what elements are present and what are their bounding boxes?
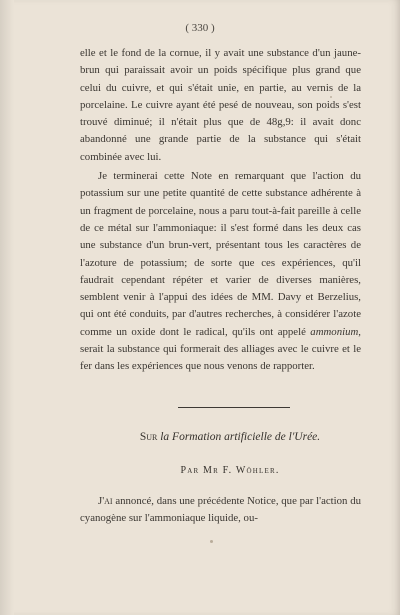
- paragraph-text-before-italic: Je terminerai cette Note en remarquant que l'action du potassium sur une petite quantité de cette substance adhérente à un fragment de porcelaine, nous a paru tout-à-fait pareille à celle de ce métal sur l'ammoniaque: il s'est formé dans les deux cas une substance d'un brun-vert, présentant tous les caractères de l'azoture de potassium; de sorte que ces expériences, qu'il faudrait cependant répéter et varier de diverses manières, semblent venir à l'appui des idées de MM. Davy et Berzelius, qui ont été conduits, par d'autres recherches, à considérer l'azote comme un oxide dont le radical, qu'ils ont appelé: [80, 170, 361, 338]
- article-byline: Par Mr F. Wöhler.: [180, 465, 280, 476]
- paragraph-opening-text: annoncé, dans une précédente Notice, que par l'action du cyanogène sur l'ammoniaque liquide, ou-: [80, 495, 361, 525]
- section-divider-rule: [178, 407, 290, 408]
- paragraph-text-after-italic: , serait la substance qui formerait des alliages avec le cuivre et le fer dans les expériences que nous venons de rapporter.: [80, 325, 361, 373]
- article-title-italic: la Formation artificielle de l'Urée.: [160, 431, 321, 443]
- foxing-spot: [210, 540, 213, 543]
- body-text-block-bottom: [80, 493, 361, 528]
- paragraph-continuation: elle et le fond de la cornue, il y avait une substance d'un jaune-brun qui paraissait avoir un poids spécifique plus grand que celui du cuivre, et qui s'était unie, en partie, au vernis de la porcelaine. Le cuivre ayant été pesé de nouveau, son poids s'est trouvé diminué; il n'était plus que de 48g,9: il avait donc abandonné une grande partie de la substance qui s'était combinée avec lui.: [80, 47, 361, 163]
- page-number: ( 330 ): [185, 22, 215, 34]
- article-title-prefix: Sur: [139, 431, 158, 443]
- article-title: [60, 431, 400, 443]
- italic-term-ammonium: ammonium: [310, 325, 359, 338]
- paragraph-article-opening: [80, 493, 361, 528]
- page-gutter-shadow: [0, 0, 14, 615]
- paragraph-lead-word: J'ai: [98, 495, 113, 507]
- body-text-block-top: [80, 45, 361, 376]
- paragraph-closing-remark: [80, 168, 361, 376]
